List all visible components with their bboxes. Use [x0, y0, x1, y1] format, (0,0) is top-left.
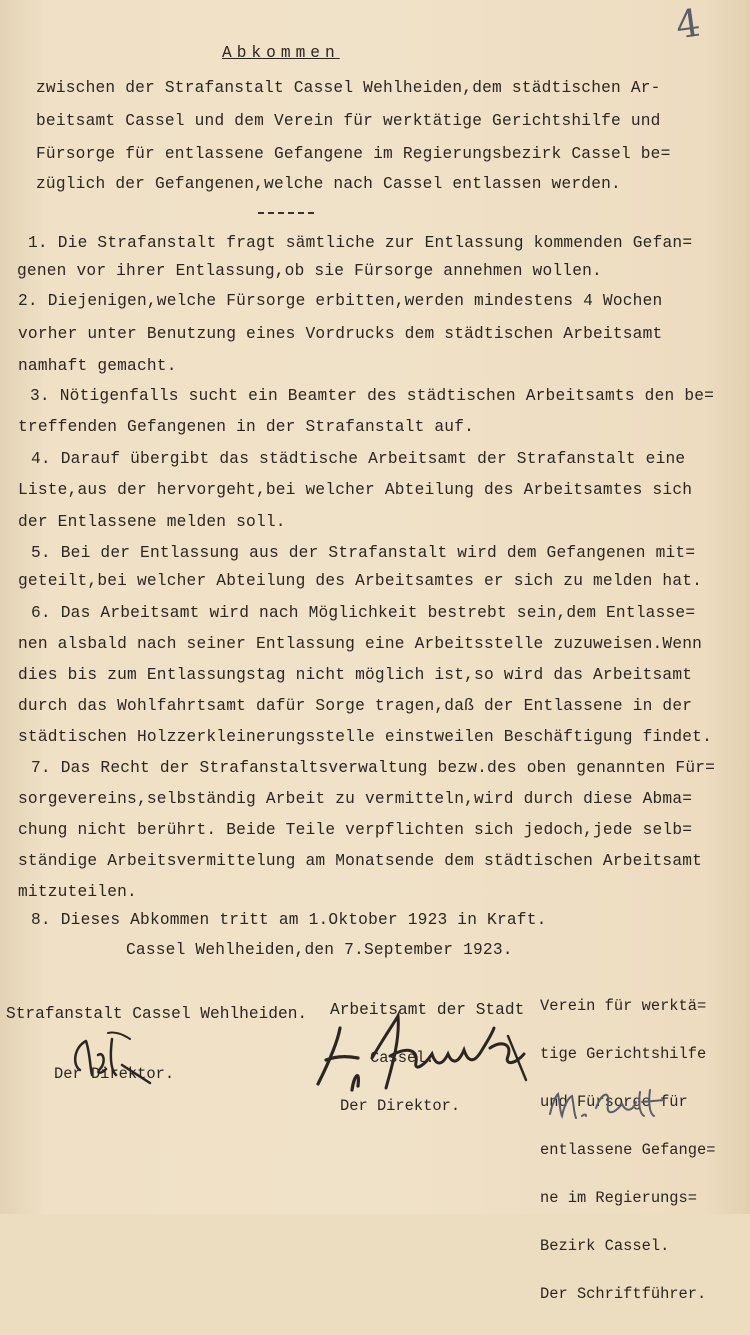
paragraph-line: 2. Diejenigen,welche Fürsorge erbitten,werden mindestens 4 Wochen — [18, 292, 663, 310]
association-line: ne im Regierungs= — [540, 1189, 698, 1207]
handwritten-signature-prison — [60, 1025, 160, 1085]
paragraph-line: dies bis zum Entlassungstag nicht möglich ist,so wird das Arbeitsamt — [18, 666, 693, 684]
intro-line: beitsamt Cassel und dem Verein für werktätige Gerichtshilfe und — [36, 112, 661, 130]
paragraph-line: 4. Darauf übergibt das städtische Arbeitsamt der Strafanstalt eine — [31, 450, 686, 468]
association-line: Verein für werktä= — [540, 997, 707, 1015]
association-line: Bezirk Cassel. — [540, 1237, 670, 1255]
paragraph-line: Liste,aus der hervorgeht,bei welcher Abteilung des Arbeitsamtes sich — [18, 481, 693, 499]
handwritten-signature-association — [544, 1084, 674, 1124]
paragraph-line: nen alsbald nach seiner Entlassung eine Arbeitsstelle zuzuweisen.Wenn — [18, 635, 703, 653]
prison-org: Strafanstalt Cassel Wehlheiden. — [6, 1005, 308, 1023]
association-line: Der Schriftführer. — [540, 1285, 707, 1303]
paragraph-line: vorher unter Benutzung eines Vordrucks dem städtischen Arbeitsamt — [18, 325, 663, 343]
signature-block-association — [540, 966, 715, 1334]
paragraph-line: chung nicht berührt. Beide Teile verpflichten sich jedoch,jede selb= — [18, 821, 693, 839]
handwritten-signature-labor-office — [312, 1010, 532, 1096]
paragraph-line: geteilt,bei welcher Abteilung des Arbeitsamtes er sich zu melden hat. — [18, 572, 703, 590]
place-date: Cassel Wehlheiden,den 7.September 1923. — [126, 941, 513, 959]
paragraph-line: mitzuteilen. — [18, 883, 137, 901]
paragraph-line: 3. Nötigenfalls sucht ein Beamter des städtischen Arbeitsamts den be= — [30, 387, 715, 405]
paragraph-line: ständige Arbeitsvermittelung am Monatsende dem städtischen Arbeitsamt — [18, 852, 703, 870]
association-line: tige Gerichtshilfe — [540, 1045, 707, 1063]
paragraph-line: genen vor ihrer Entlassung,ob sie Fürsorge annehmen wollen. — [17, 262, 602, 280]
intro-line: zwischen der Strafanstalt Cassel Wehlheiden,dem städtischen Ar- — [36, 79, 661, 97]
paragraph-line: durch das Wohlfahrtsamt dafür Sorge tragen,daß der Entlassene in der — [18, 697, 693, 715]
paragraph-line: städtischen Holzzerkleinerungsstelle einstweilen Beschäftigung findet. — [18, 728, 712, 746]
paragraph-line: 6. Das Arbeitsamt wird nach Möglichkeit bestrebt sein,dem Entlasse= — [31, 604, 696, 622]
paragraph-line: 7. Das Recht der Strafanstaltsverwaltung bezw.des oben genannten Für= — [31, 759, 716, 777]
prison-role: Der Direktor. — [54, 1065, 175, 1083]
separator-dash — [258, 212, 314, 214]
paragraph-line: 8. Dieses Abkommen tritt am 1.Oktober 1923 in Kraft. — [31, 911, 547, 929]
paragraph-line: der Entlassene melden soll. — [18, 513, 286, 531]
paragraph-line: treffenden Gefangenen in der Strafanstalt auf. — [18, 418, 475, 436]
association-line: entlassene Gefange= — [540, 1141, 716, 1159]
labor-office-role: Der Direktor. — [340, 1097, 461, 1115]
intro-line: Fürsorge für entlassene Gefangene im Regierungsbezirk Cassel be= — [36, 145, 671, 163]
labor-office-org-line1: Arbeitsamt der Stadt — [330, 1001, 525, 1019]
intro-line: züglich der Gefangenen,welche nach Cassel entlassen werden. — [36, 175, 621, 193]
document-title: Abkommen — [222, 44, 340, 62]
paragraph-line: sorgevereins,selbständig Arbeit zu vermitteln,wird durch diese Abma= — [18, 790, 693, 808]
association-line: und Fürsorge für — [540, 1093, 688, 1111]
paragraph-line: 1. Die Strafanstalt fragt sämtliche zur Entlassung kommenden Gefan= — [28, 234, 693, 252]
labor-office-org-line2: Cassel. — [370, 1049, 435, 1067]
paragraph-line: 5. Bei der Entlassung aus der Strafanstalt wird dem Gefangenen mit= — [31, 544, 696, 562]
corner-mark: 4 — [673, 0, 704, 48]
paragraph-line: namhaft gemacht. — [18, 357, 177, 375]
